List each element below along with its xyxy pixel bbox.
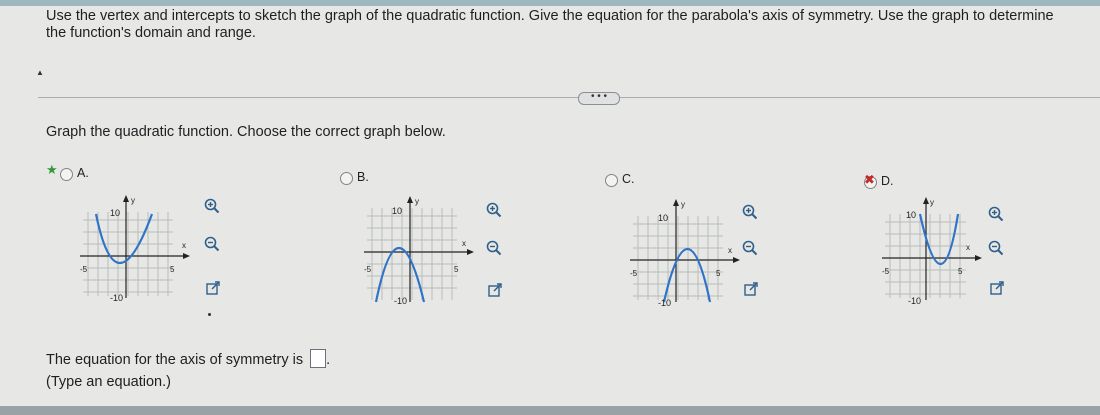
x-axis-label: x: [182, 241, 186, 250]
external-link-icon[interactable]: [206, 281, 220, 295]
y-max-label: 10: [906, 210, 917, 220]
correct-star-icon: ★: [46, 162, 58, 177]
option-a-label: A.: [77, 166, 89, 180]
x-min-label: -5: [882, 267, 890, 276]
y-min-label: -10: [658, 298, 672, 308]
external-link-icon[interactable]: [744, 282, 758, 296]
graph-d: [880, 196, 990, 306]
external-link-icon[interactable]: [488, 283, 502, 297]
collapse-triangle-icon[interactable]: ▲: [36, 68, 44, 77]
answer-hint: (Type an equation.): [46, 374, 171, 390]
zoom-out-icon[interactable]: [988, 240, 1004, 256]
y-axis-label: y: [415, 197, 419, 206]
x-axis-label: x: [462, 239, 466, 248]
option-c-radio[interactable]: [605, 174, 618, 187]
x-max-label: 5: [454, 265, 459, 274]
y-min-label: -10: [394, 296, 408, 306]
y-min-label: -10: [110, 293, 124, 303]
y-max-label: 10: [658, 213, 669, 223]
x-axis-label: x: [966, 243, 970, 252]
y-max-label: 10: [110, 208, 121, 218]
y-axis-label: y: [930, 198, 934, 207]
stray-dot: [208, 313, 211, 316]
zoom-out-icon[interactable]: [204, 236, 220, 252]
top-bar: [0, 0, 1100, 6]
bottom-bar: [0, 406, 1100, 415]
zoom-in-icon[interactable]: [742, 204, 758, 220]
option-b-label: B.: [357, 170, 369, 184]
option-c-label: C.: [622, 172, 635, 186]
y-max-label: 10: [392, 206, 403, 216]
answer-row: The equation for the axis of symmetry is .: [46, 349, 330, 368]
x-max-label: 5: [170, 265, 175, 274]
zoom-in-icon[interactable]: [204, 198, 220, 214]
external-link-icon[interactable]: [990, 281, 1004, 295]
zoom-out-icon[interactable]: [742, 240, 758, 256]
option-d-label: D.: [881, 174, 894, 188]
question-text: Graph the quadratic function. Choose the correct graph below.: [46, 124, 446, 140]
instructions-line-1: Use the vertex and intercepts to sketch the graph of the quadratic function. Give the equation for the parabola's axis of symmetry. Use the graph to determine: [46, 8, 1054, 24]
graph-c: [628, 196, 746, 308]
graph-a: [78, 192, 196, 304]
x-min-label: -5: [630, 269, 638, 278]
option-a-radio[interactable]: [60, 168, 73, 181]
zoom-out-icon[interactable]: [486, 240, 502, 256]
zoom-in-icon[interactable]: [486, 202, 502, 218]
x-min-label: -5: [364, 265, 372, 274]
x-axis-label: x: [728, 246, 732, 255]
option-b-radio[interactable]: [340, 172, 353, 185]
y-min-label: -10: [908, 296, 922, 306]
instructions: [46, 8, 1086, 42]
zoom-in-icon[interactable]: [988, 206, 1004, 222]
instructions-line-2: the function's domain and range.: [46, 25, 256, 41]
x-min-label: -5: [80, 265, 88, 274]
y-axis-label: y: [681, 200, 685, 209]
x-max-label: 5: [716, 269, 721, 278]
answer-prompt: The equation for the axis of symmetry is: [46, 352, 304, 368]
section-divider: [38, 97, 1100, 98]
incorrect-x-icon: ✖: [864, 172, 875, 187]
axis-of-symmetry-input[interactable]: [310, 349, 326, 368]
y-axis-label: y: [131, 196, 135, 205]
x-max-label: 5: [958, 267, 963, 276]
graph-b: [362, 196, 480, 306]
more-button[interactable]: • • •: [578, 92, 620, 105]
